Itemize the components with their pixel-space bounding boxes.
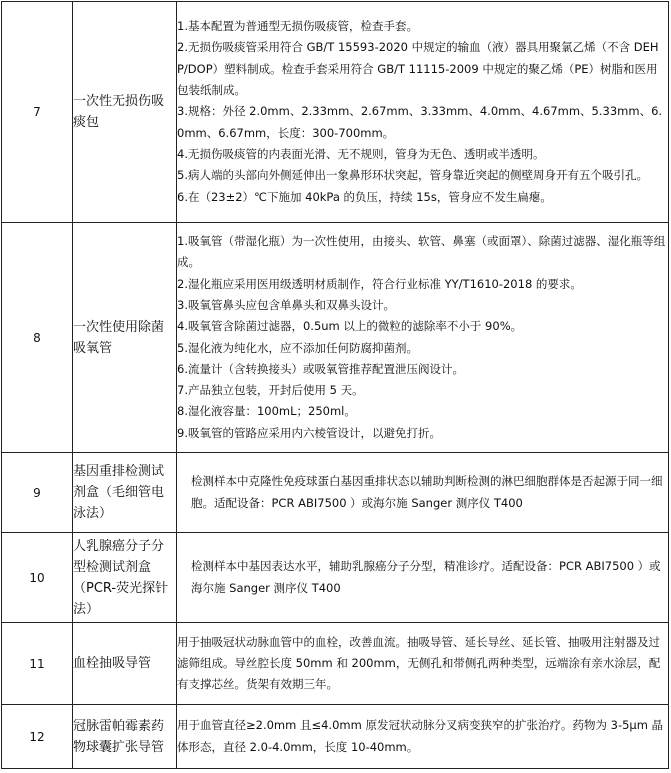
requirement-line: 6.在（23±2）℃下施加 40kPa 的负压，持续 15s，管身应不发生扁瘪。 bbox=[177, 189, 552, 204]
product-name: 一次性使用除菌吸氧管 bbox=[73, 223, 177, 453]
product-name: 人乳腺癌分子分型检测试剂盒（PCR-荧光探针法） bbox=[73, 533, 177, 623]
row-number: 10 bbox=[2, 533, 73, 623]
requirement-line: 4.吸氧管含除菌过滤器，0.5um 以上的微粒的滤除率不小于 90%。 bbox=[177, 319, 523, 334]
requirement-line: 检测样本中克隆性免疫球蛋白基因重排状态以辅助判断检测的淋巴细胞群体是否起源于同一细胞。适配设备：PCR ABI7500 ）或海尔施 Sanger 测序仪 T400 bbox=[191, 474, 663, 510]
requirement-line: 3.规格：外径 2.0mm、2.33mm、2.67mm、3.33mm、4.0mm、4.67mm、5.33mm、6.0mm、6.67mm，长度：300-700mm。 bbox=[177, 104, 663, 140]
requirement-line: 2.湿化瓶应采用医用级透明材质制作，符合行业标准 YY/T1610-2018 的要求。 bbox=[177, 276, 582, 291]
requirement-line: 1.基本配置为普通型无损伤吸痰管，检查手套。 bbox=[177, 19, 418, 34]
row-number: 8 bbox=[2, 223, 73, 453]
requirement-line: 5.湿化液为纯化水，应不添加任何防腐抑菌剂。 bbox=[177, 340, 418, 355]
requirements-cell bbox=[177, 705, 669, 769]
table-row bbox=[2, 453, 669, 533]
product-name: 冠脉雷帕霉素药物球囊扩张导管 bbox=[73, 705, 177, 769]
requirements-cell bbox=[177, 533, 669, 623]
requirement-line: 8.湿化液容量：100mL；250ml。 bbox=[177, 404, 356, 419]
spec-table bbox=[1, 1, 669, 769]
requirement-line: 5.病人端的头部向外侧延伸出一象鼻形环状突起，管身靠近突起的侧壁周身开有五个吸引孔。 bbox=[177, 168, 648, 183]
requirement-line: 用于抽吸冠状动脉血管中的血栓，改善血流。抽吸导管、延长导丝、延长管、抽吸用注射器及过滤筛组成。导丝腔长度 50mm 和 200mm，无侧孔和带侧孔两种类型，远端涂有亲水涂层，配有支撑芯丝。货架有效期三年。 bbox=[177, 634, 661, 692]
requirement-line: 4.无损伤吸痰管的内表面光滑、无不规则，管身为无色、透明或半透明。 bbox=[177, 146, 545, 161]
row-number: 9 bbox=[2, 453, 73, 533]
requirement-line: 用于血管直径≥2.0mm 且≤4.0mm 原发冠状动脉分叉病变狭窄的扩张治疗。药物为 3-5μm 晶体形态，直径 2.0-4.0mm，长度 10-40mm。 bbox=[177, 718, 664, 754]
requirement-line: 1.吸氧管（带湿化瓶）为一次性使用，由接头、软管、鼻塞（或面罩）、除菌过滤器、湿化瓶等组成。 bbox=[177, 234, 666, 270]
requirement-line: 7.产品独立包装，开封后使用 5 天。 bbox=[177, 383, 364, 398]
requirements-cell bbox=[177, 453, 669, 533]
requirements-cell bbox=[177, 223, 669, 453]
requirement-line: 3.吸氧管鼻头应包含单鼻头和双鼻头设计。 bbox=[177, 297, 395, 312]
table-row bbox=[2, 2, 669, 223]
row-number: 12 bbox=[2, 705, 73, 769]
product-name: 一次性无损伤吸痰包 bbox=[73, 2, 177, 223]
product-name: 血栓抽吸导管 bbox=[73, 623, 177, 705]
product-name: 基因重排检测试剂盒（毛细管电泳法） bbox=[73, 453, 177, 533]
requirement-line: 6.流量计（含转换接头）或吸氧管推荐配置泄压阀设计。 bbox=[177, 361, 464, 376]
row-number: 7 bbox=[2, 2, 73, 223]
requirement-line: 9.吸氧管的管路应采用内六棱管设计，以避免打折。 bbox=[177, 425, 441, 440]
requirements-cell bbox=[177, 623, 669, 705]
table-row bbox=[2, 533, 669, 623]
table-row bbox=[2, 223, 669, 453]
table-row bbox=[2, 705, 669, 769]
row-number: 11 bbox=[2, 623, 73, 705]
table-row bbox=[2, 623, 669, 705]
requirements-cell bbox=[177, 2, 669, 223]
requirement-line: 2.无损伤吸痰管采用符合 GB/T 15593-2020 中规定的输血（液）器具用聚氯乙烯（不含 DEHP/DOP）塑料制成。检查手套采用符合 GB/T 11115-2009 中规定的聚乙烯（PE）树脂和医用包装纸制成。 bbox=[177, 40, 659, 98]
requirement-line: 检测样本中基因表达水平，辅助乳腺癌分子分型，精准诊疗。适配设备：PCR ABI7500 ）或海尔施 Sanger 测序仪 T400 bbox=[191, 559, 661, 595]
